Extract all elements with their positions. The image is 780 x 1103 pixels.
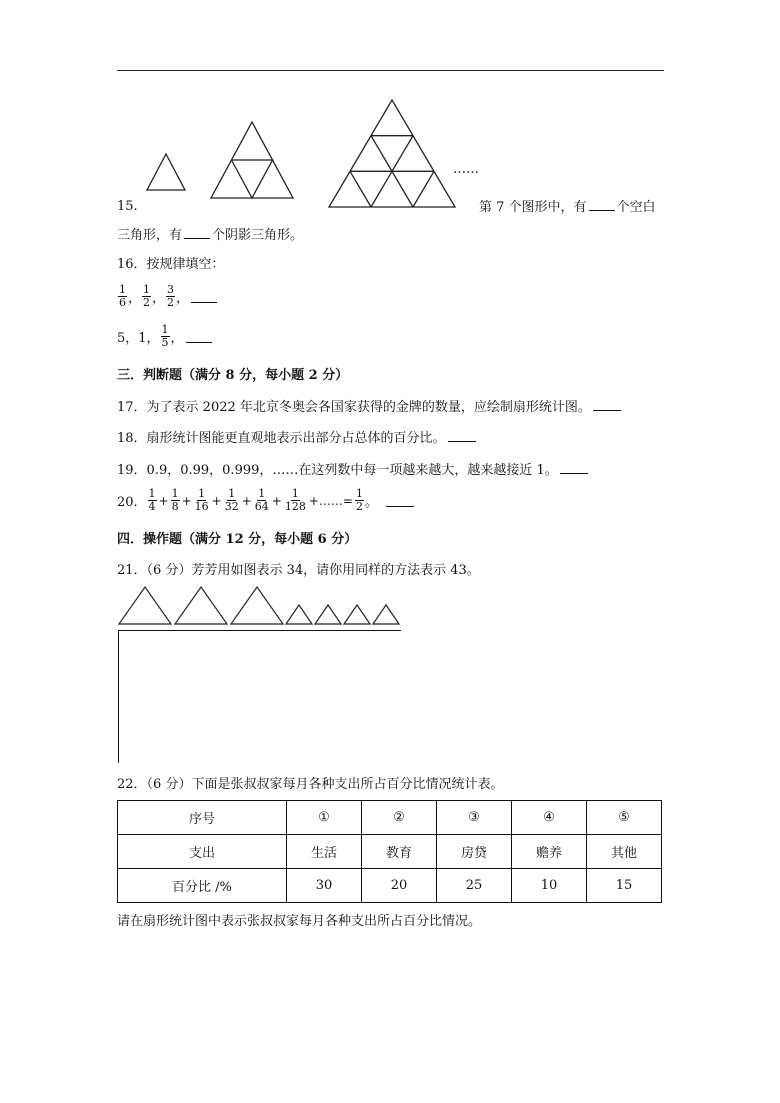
- answer-blank[interactable]: [186, 330, 212, 343]
- expense-table: [117, 800, 662, 903]
- fraction: $\frac{3}{2}$: [167, 283, 175, 309]
- table-cell: 20: [361, 869, 436, 903]
- fraction: $\frac{1}{8}$: [171, 487, 179, 513]
- q21-triangle-representation: [117, 584, 407, 628]
- small-triangle: [344, 605, 370, 624]
- q15-line2: 三角形，有 个阴影三角形。: [117, 228, 304, 243]
- section-4-heading: 四．操作题（满分 12 分，每小题 6 分）: [117, 532, 358, 547]
- fraction: $\frac{1}{16}$: [194, 487, 209, 513]
- q20: 20． $\frac{1}{4}$ + $\frac{1}{8}$ + $\frac{1}{16}$ + $\frac{1}{32}$ + $\frac{1}{64}$ + $\frac{1}{128}$ +……= $\frac{1}{2}$ 。: [117, 488, 416, 513]
- small-triangle: [286, 605, 312, 624]
- q19: 19．0.9，0.99，0.999，……在这列数中每一项越来越大，越来越接近 1。: [117, 461, 590, 480]
- table-cell: ③: [436, 801, 511, 835]
- triangle-figure-3: [329, 100, 455, 207]
- table-cell: 房贷: [436, 835, 511, 869]
- triangle-figure-2: [211, 122, 293, 198]
- table-cell: 15: [586, 869, 661, 903]
- q17: 17．为了表示 2022 年北京冬奥会各国家获得的金牌的数量，应绘制扇形统计图。: [117, 398, 623, 417]
- answer-blank[interactable]: [593, 398, 621, 411]
- fraction: $\frac{1}{4}$: [148, 487, 156, 513]
- fraction: $\frac{1}{128}$: [284, 487, 306, 513]
- table-row: [118, 869, 662, 903]
- answer-blank[interactable]: [560, 461, 588, 474]
- small-triangle: [315, 605, 341, 624]
- fraction: $\frac{1}{2}$: [143, 283, 151, 309]
- question-number: 15.: [117, 199, 138, 214]
- answer-drawing-area[interactable]: [118, 630, 401, 763]
- q18: 18．扇形统计图能更直观地表示出部分占总体的百分比。: [117, 429, 478, 448]
- table-cell: 25: [436, 869, 511, 903]
- q15-line1: [117, 198, 138, 216]
- table-cell: 10: [511, 869, 586, 903]
- q21: 21．（6 分）芳芳用如图表示 34，请你用同样的方法表示 43。: [117, 563, 480, 578]
- answer-blank[interactable]: [184, 226, 210, 239]
- q16-sequence-1: $\frac{1}{6}$ ， $\frac{1}{2}$ ， $\frac{3}{2}$ ，: [117, 284, 219, 309]
- table-cell: 序号: [118, 801, 287, 835]
- table-cell: 教育: [361, 835, 436, 869]
- large-triangle: [231, 587, 283, 624]
- answer-blank[interactable]: [448, 429, 476, 442]
- table-row: [118, 835, 662, 869]
- table-cell: 百分比 /%: [118, 869, 287, 903]
- fraction: $\frac{1}{64}$: [254, 487, 269, 513]
- answer-blank[interactable]: [386, 494, 414, 507]
- table-cell: 其他: [586, 835, 661, 869]
- table-row: [118, 801, 662, 835]
- table-cell: 30: [286, 869, 361, 903]
- q15-line1-right: 第 7 个图形中，有 个空白: [479, 200, 656, 215]
- fraction: $\frac{1}{5}$: [161, 323, 169, 349]
- table-cell: ⑤: [586, 801, 661, 835]
- fraction: $\frac{1}{6}$: [119, 283, 126, 309]
- triangle-pattern-figure: [140, 96, 470, 214]
- continuation-dots: ……: [453, 162, 479, 177]
- fraction: $\frac{1}{2}$: [355, 487, 363, 513]
- answer-blank[interactable]: [589, 198, 615, 211]
- table-cell: ②: [361, 801, 436, 835]
- fraction: $\frac{1}{32}$: [224, 487, 239, 513]
- section-3-heading: 三．判断题（满分 8 分，每小题 2 分）: [117, 368, 349, 383]
- table-cell: 支出: [118, 835, 287, 869]
- large-triangle: [175, 587, 227, 624]
- q22-instruction: 请在扇形统计图中表示张叔叔家每月各种支出所占百分比情况。: [117, 914, 482, 929]
- table-cell: ④: [511, 801, 586, 835]
- table-cell: ①: [286, 801, 361, 835]
- table-cell: 赡养: [511, 835, 586, 869]
- q16-title: 16．按规律填空：: [117, 257, 225, 272]
- header-rule: [117, 70, 664, 71]
- answer-blank[interactable]: [191, 290, 217, 303]
- table-cell: 生活: [286, 835, 361, 869]
- q22: 22．（6 分）下面是张叔叔家每月各种支出所占百分比情况统计表。: [117, 777, 504, 792]
- q16-sequence-2: 5，1， $\frac{1}{5}$ ，: [117, 324, 214, 349]
- small-triangle: [373, 605, 399, 624]
- triangle-figure-1: [147, 154, 185, 190]
- large-triangle: [119, 587, 171, 624]
